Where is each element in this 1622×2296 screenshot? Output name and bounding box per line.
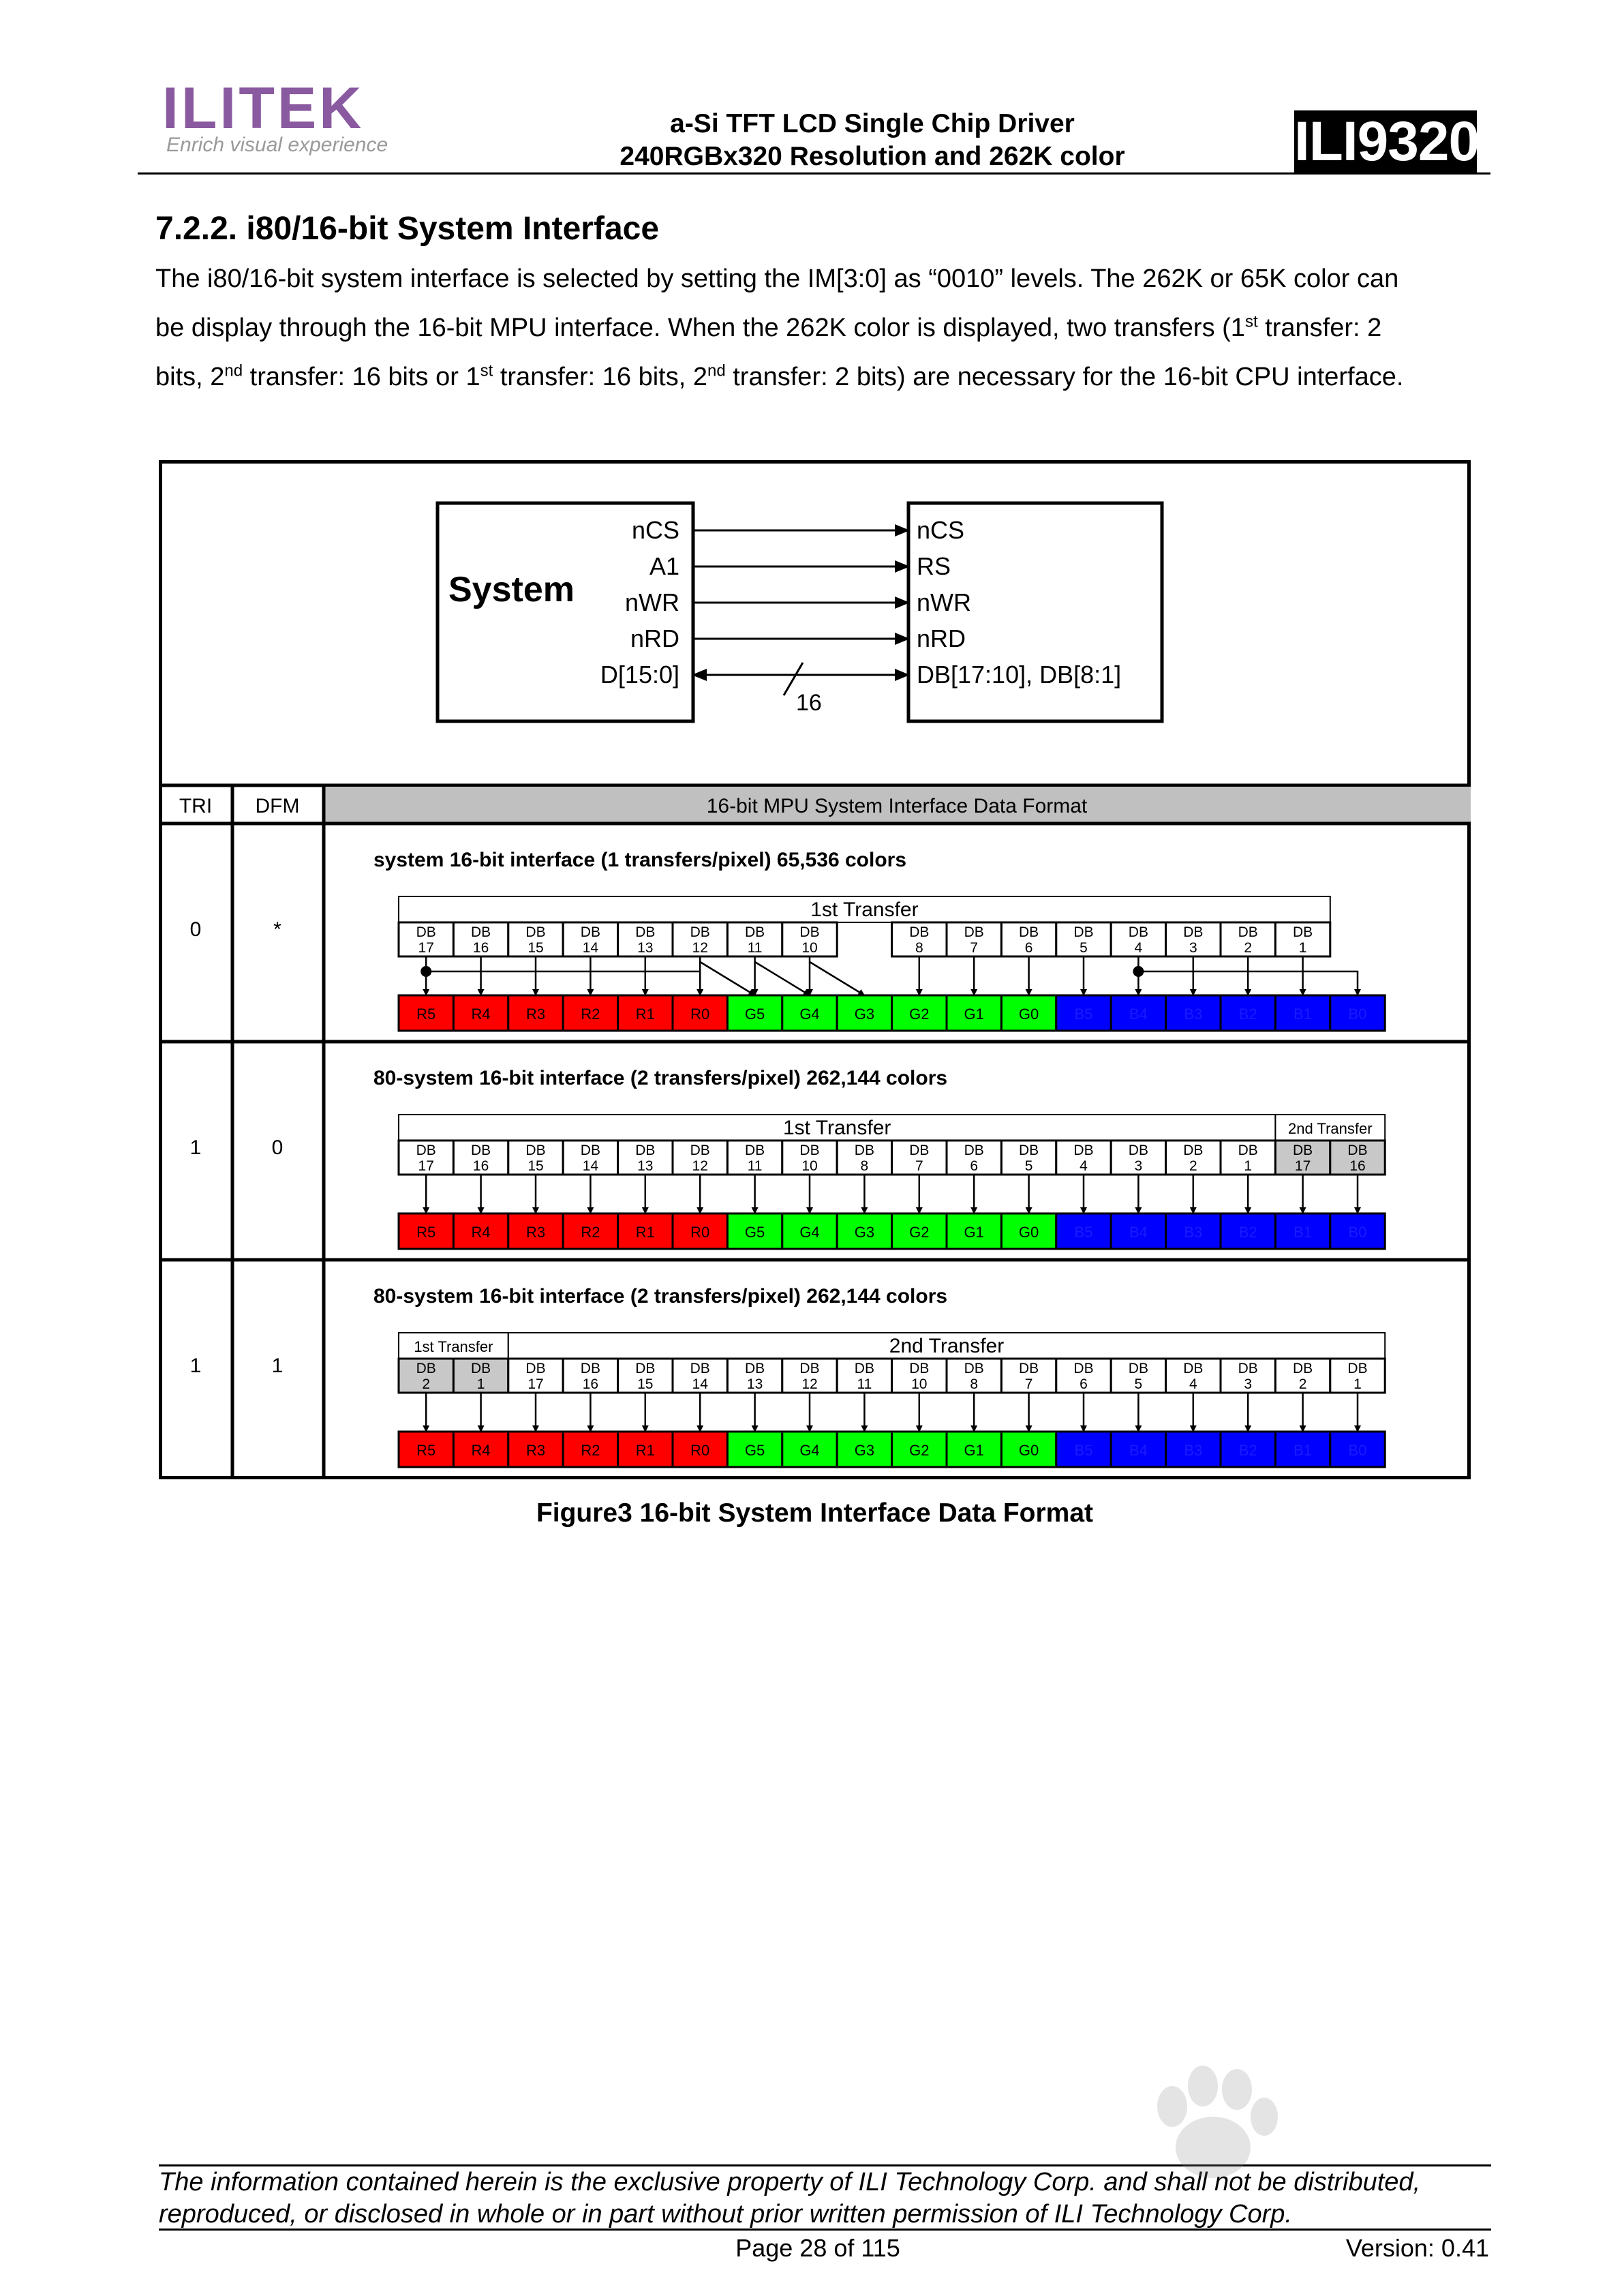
pixel-cell-label: G2 (909, 1224, 930, 1241)
transfer-label: 1st Transfer (782, 1117, 891, 1139)
db-cell-number: 11 (747, 940, 763, 956)
db-cell-prefix: DB (1128, 1143, 1148, 1158)
db-cell-number: 14 (582, 940, 599, 956)
system-pin-label: nCS (631, 516, 679, 544)
db-cell-number: 6 (1080, 1376, 1088, 1392)
db-cell-number: 6 (970, 1158, 979, 1174)
db-cell-prefix: DB (1347, 1361, 1368, 1376)
db-cell-prefix: DB (1073, 1143, 1094, 1158)
pixel-cell-label: G1 (964, 1006, 984, 1023)
db-cell-number: 5 (1080, 940, 1088, 956)
db-cell-number: 16 (1349, 1158, 1366, 1174)
pixel-cell-label: G4 (799, 1224, 820, 1241)
db-cell-prefix: DB (471, 1361, 491, 1376)
chip-badge: ILI9320 (1294, 110, 1480, 172)
row-dfm-value: * (273, 918, 281, 941)
pixel-cell-label: G5 (744, 1006, 765, 1023)
db-cell-number: 2 (422, 1376, 431, 1392)
db-cell-prefix: DB (1128, 1361, 1148, 1376)
pixel-cell-label: G2 (909, 1006, 930, 1023)
bit-mapping-arrow (810, 962, 864, 995)
pixel-cell-label: B3 (1184, 1224, 1203, 1241)
db-cell-prefix: DB (799, 1361, 820, 1376)
db-cell-number: 2 (1298, 1376, 1307, 1392)
db-cell-number: 10 (801, 1158, 818, 1174)
db-cell-number: 14 (582, 1158, 599, 1174)
pixel-cell-label: G5 (744, 1442, 765, 1459)
pixel-cell-label: G3 (854, 1224, 875, 1241)
pixel-cell-label: G3 (854, 1006, 875, 1023)
figure-caption: Figure3 16-bit System Interface Data Format (536, 1498, 1094, 1528)
db-cell-prefix: DB (580, 1361, 600, 1376)
pixel-cell-label: G4 (799, 1006, 820, 1023)
transfer-label: 1st Transfer (810, 898, 919, 921)
db-cell-prefix: DB (635, 1361, 656, 1376)
footer-notice-line2: reproduced, or disclosed in whole or in part without prior written permission of ILI Technology Corp. (159, 2200, 1292, 2229)
pixel-cell-label: G0 (1018, 1442, 1039, 1459)
db-cell-number: 7 (915, 1158, 923, 1174)
db-cell-number: 5 (1134, 1376, 1143, 1392)
pixel-cell-label: R1 (635, 1006, 655, 1023)
header-title-line1: a-Si TFT LCD Single Chip Driver (670, 109, 1075, 138)
db-cell-prefix: DB (964, 1361, 984, 1376)
row-dfm-value: 1 (271, 1355, 284, 1377)
db-cell-number: 1 (1298, 940, 1307, 956)
pixel-cell-label: R3 (525, 1224, 546, 1241)
db-cell-prefix: DB (690, 924, 710, 940)
logo-tagline: Enrich visual experience (166, 134, 388, 156)
db-cell-number: 7 (1024, 1376, 1033, 1392)
bit-mapping-arrow (426, 971, 700, 995)
footer-divider-top (159, 2164, 1491, 2166)
db-cell-number: 4 (1134, 940, 1143, 956)
db-cell-prefix: DB (909, 924, 930, 940)
db-cell-number: 1 (1244, 1158, 1253, 1174)
page-number: Page 28 of 115 (735, 2234, 900, 2262)
system-pin-label: nWR (625, 588, 679, 616)
db-cell-number: 8 (860, 1158, 869, 1174)
pixel-cell-label: B5 (1074, 1006, 1093, 1023)
db-cell-number: 5 (1024, 1158, 1033, 1174)
db-cell-number: 15 (527, 940, 544, 956)
db-cell-prefix: DB (964, 924, 984, 940)
db-cell-number: 17 (418, 1158, 434, 1174)
db-cell-number: 17 (1294, 1158, 1311, 1174)
driver-pin-label: nWR (917, 588, 971, 616)
db-cell-prefix: DB (635, 1143, 656, 1158)
db-cell-prefix: DB (690, 1361, 710, 1376)
row-format-title: 80-system 16-bit interface (2 transfers/pixel) 262,144 colors (373, 1285, 948, 1308)
pixel-cell-label: B4 (1129, 1224, 1148, 1241)
db-cell-prefix: DB (1347, 1143, 1368, 1158)
db-cell-prefix: DB (416, 1361, 436, 1376)
row-format-title: 80-system 16-bit interface (2 transfers/pixel) 262,144 colors (373, 1067, 948, 1089)
db-cell-prefix: DB (1293, 1361, 1313, 1376)
db-cell-prefix: DB (416, 924, 436, 940)
row-tri-value: 1 (189, 1136, 202, 1159)
db-cell-number: 13 (746, 1376, 763, 1392)
db-cell-prefix: DB (799, 1143, 820, 1158)
db-cell-number: 15 (527, 1158, 544, 1174)
pixel-cell-label: R3 (525, 1006, 546, 1023)
row-tri-value: 1 (189, 1355, 202, 1377)
db-cell-prefix: DB (1183, 924, 1204, 940)
pixel-cell-label: G1 (964, 1442, 984, 1459)
db-cell-prefix: DB (525, 1143, 546, 1158)
footer-divider-bottom (159, 2229, 1491, 2231)
db-cell-number: 16 (472, 940, 489, 956)
db-cell-prefix: DB (745, 924, 765, 940)
db-cell-prefix: DB (1183, 1361, 1204, 1376)
logo-wordmark: ILITEK (162, 76, 365, 141)
db-cell-number: 17 (418, 940, 434, 956)
db-cell-number: 16 (472, 1158, 489, 1174)
db-cell-prefix: DB (1019, 1361, 1039, 1376)
db-cell-prefix: DB (580, 1143, 600, 1158)
pixel-cell-label: G5 (744, 1224, 765, 1241)
pixel-cell-label: G4 (799, 1442, 820, 1459)
db-cell-prefix: DB (690, 1143, 710, 1158)
db-cell-number: 7 (970, 940, 979, 956)
db-cell-number: 8 (970, 1376, 979, 1392)
db-cell-number: 16 (582, 1376, 599, 1392)
row-tri-value: 0 (189, 918, 202, 941)
pixel-cell-label: B0 (1348, 1224, 1367, 1241)
pixel-cell-label: R5 (416, 1442, 436, 1459)
pixel-cell-label: B4 (1129, 1006, 1148, 1023)
bit-mapping-arrow (700, 962, 754, 995)
driver-pin-label: DB[17:10], DB[8:1] (917, 661, 1122, 689)
db-cell-prefix: DB (1238, 924, 1258, 940)
row-dfm-value: 0 (271, 1136, 284, 1159)
transfer-label: 1st Transfer (414, 1338, 493, 1355)
db-cell-prefix: DB (964, 1143, 984, 1158)
pixel-cell-label: B1 (1294, 1442, 1313, 1459)
db-cell-prefix: DB (525, 924, 546, 940)
db-cell-number: 3 (1189, 940, 1197, 956)
db-cell-number: 8 (915, 940, 923, 956)
db-cell-number: 12 (801, 1376, 818, 1392)
header-title-line2: 240RGBx320 Resolution and 262K color (619, 142, 1125, 171)
section-title: 7.2.2. i80/16-bit System Interface (155, 211, 660, 247)
db-cell-prefix: DB (1293, 924, 1313, 940)
footer-notice-line1: The information contained herein is the exclusive property of ILI Technology Corp. and shall not be distributed, (159, 2168, 1421, 2196)
db-cell-prefix: DB (1128, 924, 1148, 940)
row-format-title: system 16-bit interface (1 transfers/pixel) 65,536 colors (373, 849, 907, 871)
system-pin-label: nRD (630, 624, 679, 652)
pixel-cell-label: R4 (471, 1442, 491, 1459)
pixel-cell-label: R5 (416, 1224, 436, 1241)
version-label: Version: 0.41 (1345, 2234, 1489, 2262)
transfer-label-2: 2nd Transfer (1288, 1120, 1373, 1137)
pixel-cell-label: R2 (581, 1442, 600, 1459)
db-cell-number: 12 (692, 1158, 708, 1174)
db-cell-prefix: DB (471, 924, 491, 940)
driver-pin-label: nCS (917, 516, 965, 544)
pixel-cell-label: R4 (471, 1224, 491, 1241)
pixel-cell-label: G0 (1018, 1224, 1039, 1241)
bus-width-label: 16 (796, 690, 822, 716)
db-cell-prefix: DB (1073, 1361, 1094, 1376)
driver-pin-label: RS (917, 552, 951, 580)
db-cell-prefix: DB (745, 1361, 765, 1376)
pixel-cell-label: B3 (1184, 1006, 1203, 1023)
pixel-cell-label: R5 (416, 1006, 436, 1023)
transfer-label-2: 2nd Transfer (889, 1335, 1005, 1357)
pixel-cell-label: R3 (525, 1442, 546, 1459)
pixel-cell-label: R2 (581, 1006, 600, 1023)
db-cell-number: 10 (911, 1376, 928, 1392)
pixel-cell-label: R1 (635, 1224, 655, 1241)
pixel-cell-label: G3 (854, 1442, 875, 1459)
db-cell-number: 3 (1134, 1158, 1143, 1174)
pixel-cell-label: B2 (1238, 1006, 1257, 1023)
db-cell-prefix: DB (1183, 1143, 1204, 1158)
pixel-cell-label: R0 (690, 1006, 710, 1023)
pixel-cell-label: G1 (964, 1224, 984, 1241)
db-cell-prefix: DB (1019, 1143, 1039, 1158)
paragraph-line-1: The i80/16-bit system interface is selected by setting the IM[3:0] as “0010” levels. The 262K or 65K color can (155, 265, 1399, 293)
db-cell-number: 2 (1189, 1158, 1197, 1174)
db-cell-number: 1 (476, 1376, 485, 1392)
db-cell-prefix: DB (416, 1143, 436, 1158)
db-cell-number: 13 (637, 1158, 654, 1174)
db-cell-prefix: DB (635, 924, 656, 940)
watermark-paw-icon (1138, 2059, 1288, 2195)
pixel-cell-label: B2 (1238, 1224, 1257, 1241)
driver-pin-label: nRD (917, 624, 966, 652)
db-cell-number: 17 (527, 1376, 544, 1392)
db-cell-number: 2 (1244, 940, 1253, 956)
pixel-cell-label: R1 (635, 1442, 655, 1459)
system-pin-label: D[15:0] (600, 661, 679, 689)
db-cell-number: 13 (637, 940, 654, 956)
db-cell-number: 1 (1353, 1376, 1362, 1392)
db-cell-number: 3 (1244, 1376, 1253, 1392)
db-cell-prefix: DB (1238, 1361, 1258, 1376)
pixel-cell-label: B4 (1129, 1442, 1148, 1459)
system-label: System (448, 570, 575, 609)
db-cell-number: 14 (692, 1376, 708, 1392)
pixel-cell-label: B2 (1238, 1442, 1257, 1459)
db-cell-prefix: DB (854, 1361, 874, 1376)
pixel-cell-label: R0 (690, 1442, 710, 1459)
header-format: 16-bit MPU System Interface Data Format (706, 795, 1088, 817)
db-cell-number: 15 (637, 1376, 654, 1392)
db-cell-prefix: DB (909, 1143, 930, 1158)
pixel-cell-label: B3 (1184, 1442, 1203, 1459)
pixel-cell-label: B0 (1348, 1006, 1367, 1023)
pixel-cell-label: G2 (909, 1442, 930, 1459)
db-cell-prefix: DB (909, 1361, 930, 1376)
db-cell-prefix: DB (1073, 924, 1094, 940)
pixel-cell-label: G0 (1018, 1006, 1039, 1023)
pixel-cell-label: B5 (1074, 1224, 1093, 1241)
db-cell-prefix: DB (745, 1143, 765, 1158)
pixel-cell-label: R0 (690, 1224, 710, 1241)
pixel-cell-label: B1 (1294, 1224, 1313, 1241)
system-pin-label: A1 (649, 552, 679, 580)
db-cell-number: 6 (1024, 940, 1033, 956)
header-tri: TRI (179, 795, 213, 817)
db-cell-number: 10 (801, 940, 818, 956)
paragraph-line-3: bits, 2nd transfer: 16 bits or 1st transfer: 16 bits, 2nd transfer: 2 bits) are necessary for the 16-bit CPU interface. (155, 361, 1404, 391)
pixel-cell-label: B5 (1074, 1442, 1093, 1459)
db-cell-number: 12 (692, 940, 708, 956)
db-cell-prefix: DB (580, 924, 600, 940)
db-cell-prefix: DB (799, 924, 820, 940)
header-dfm: DFM (255, 795, 300, 817)
db-cell-prefix: DB (525, 1361, 546, 1376)
db-cell-number: 4 (1080, 1158, 1088, 1174)
bit-mapping-arrow (755, 962, 810, 995)
pixel-cell-label: R4 (471, 1006, 491, 1023)
db-cell-prefix: DB (1238, 1143, 1258, 1158)
db-cell-number: 4 (1189, 1376, 1197, 1392)
paragraph-line-2: be display through the 16-bit MPU interface. When the 262K color is displayed, two transfers (1st transfer: 2 (155, 312, 1382, 342)
pixel-cell-label: B0 (1348, 1442, 1367, 1459)
db-cell-prefix: DB (471, 1143, 491, 1158)
db-cell-prefix: DB (1293, 1143, 1313, 1158)
db-cell-prefix: DB (1019, 924, 1039, 940)
db-cell-number: 11 (857, 1376, 872, 1392)
db-cell-prefix: DB (854, 1143, 874, 1158)
pixel-cell-label: R2 (581, 1224, 600, 1241)
pixel-cell-label: B1 (1294, 1006, 1313, 1023)
db-cell-number: 11 (747, 1158, 763, 1174)
